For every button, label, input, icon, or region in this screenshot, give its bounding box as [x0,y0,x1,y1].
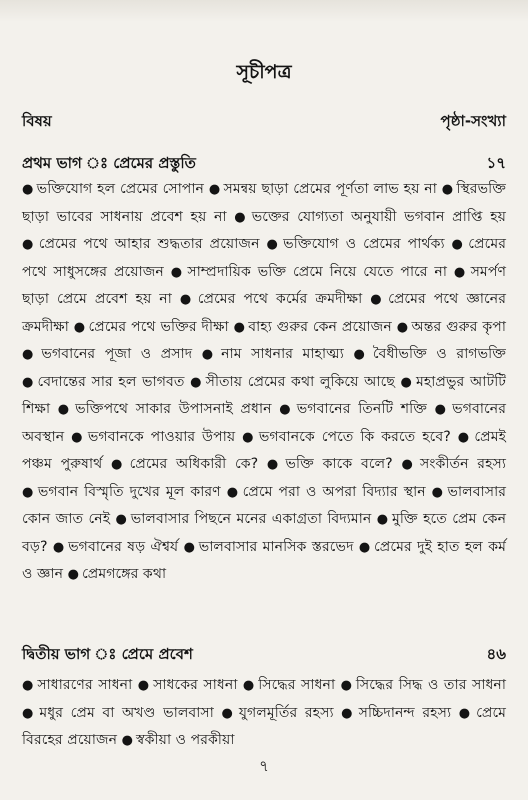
toc-entry [341,705,451,721]
toc-entry [58,401,272,417]
toc-entry [138,677,238,693]
toc-entry-text: যুগলমূর্তির রহস্য [238,704,334,721]
bullet-icon: ● [226,484,240,500]
bullet-icon: ● [22,484,35,500]
section-heading-part-one [22,152,506,177]
bullet-icon: ● [340,678,353,693]
bullet-icon: ● [201,347,219,362]
bullet-icon: ● [221,705,236,721]
toc-entry-text: ভগবানের ষড় ঐশ্বর্য [68,538,179,555]
section-page-number: ১৭ [486,154,506,172]
toc-entry-text: ভক্তিযোগ ও প্রেমের পার্থক্য [283,236,445,252]
toc-entry-text: স্বকীয়া ও পরকীয়া [136,732,235,748]
toc-entry-text: প্রেমের অধিকারী কে? [129,456,259,472]
folio-number: ৭ [259,757,269,775]
toc-entry-text: ভক্তের যোগ্যতা অনুযায়ী ভগবান প্রাপ্তি হয় [251,208,506,225]
toc-entry-text: ভগবানের তিনটি শক্তি [296,401,428,417]
toc-entry-text: সিদ্ধের সাধনা [258,677,336,693]
bullet-icon: ● [179,292,195,307]
bullet-icon: ● [434,402,450,417]
toc-entry-text: সাধারণের সাধনা [37,677,133,693]
page-top-shadow [0,0,528,22]
toc-entry [116,511,372,527]
bullet-icon: ● [52,539,66,555]
bullet-icon: ● [22,374,35,390]
bullet-icon: ● [358,539,372,555]
toc-entry [22,677,132,693]
bullet-icon: ● [22,705,37,721]
toc-entry-text: প্রেমের পথে আহার শুদ্ধতার প্রয়োজন [38,236,260,252]
toc-entry [74,319,229,335]
bullet-icon: ● [170,264,185,280]
bullet-icon: ● [457,429,472,445]
bullet-icon: ● [190,374,203,390]
toc-entry [234,319,392,335]
toc-entry-text: ভক্তিযোগ হল প্রেমের সোপান [36,181,205,197]
bullet-icon: ● [22,678,35,693]
bullet-icon: ● [234,209,249,225]
toc-entry-text: ভগবানকে পেতে কি করতে হবে? [258,428,451,445]
bullet-icon: ● [115,512,128,527]
toc-entry-text: প্রেমে বিরহের প্রয়োজন [22,704,507,748]
toc-entry [71,429,235,445]
toc-entry [267,456,393,472]
toc-entry [202,346,344,362]
bullet-icon: ● [279,402,294,417]
bullet-icon: ● [396,319,409,335]
toc-entry-text: প্রেমের পথে সাধুসঙ্গের প্রয়োজন [22,236,506,280]
section-entries-part-one [22,176,506,589]
toc-entry-text: বেদান্তের সার হল ভাগবত [37,373,185,390]
bullet-icon: ● [431,484,445,500]
toc-entry [353,346,506,362]
bullet-icon: ● [341,705,356,721]
toc-entry-text: ভগবানের অবস্থান [22,401,506,445]
toc-entry-text: ভগবানকে পাওয়ার উপায় [87,428,236,445]
bullet-icon: ● [111,457,127,472]
toc-entry [68,566,167,582]
toc-entry [401,456,506,472]
toc-entry-text: প্রেমগঙ্গের কথা [81,566,167,582]
bullet-icon: ● [121,733,134,748]
toc-entry-text: বাহ্য গুরুর কেন প্রয়োজন [248,318,392,335]
toc-entry-text: সাম্প্রদায়িক ভক্তি প্রেমে নিয়ে যেতে পারে না [187,263,448,280]
toc-entry-text: ভক্তি কাকে বলে? [285,456,393,472]
toc-entry [22,705,214,721]
bullet-icon: ● [400,374,413,390]
toc-entry-text: সমর্পণ ছাড়া প্রেমে প্রবেশ হয় না [22,263,507,307]
bullet-icon: ● [208,182,221,197]
bullet-icon: ● [376,512,389,527]
bullet-icon: ● [458,705,474,721]
toc-entry-text: বৈধীভক্তি ও রাগভক্তি [372,346,507,362]
bullet-icon: ● [57,402,73,417]
bullet-icon: ● [22,347,39,362]
bullet-icon: ● [233,319,246,335]
toc-entry-text: স্থিরভক্তি ছাড়া ভাবের সাধনায় প্রবেশ হয় না [22,181,507,225]
toc-entry [111,456,258,472]
section-title: প্রথম ভাগ ঃ প্রেমের প্রস্তুতি [22,154,196,172]
toc-entry [22,181,204,197]
bullet-icon: ● [71,429,85,445]
toc-entry-text: নাম সাধনার মাহাত্ম্য [221,346,344,362]
toc-entry [266,236,444,252]
toc-entry-text: ভালবাসার কোন জাত নেই [22,483,507,527]
toc-entry [397,319,506,335]
bullet-icon: ● [22,182,34,197]
toc-entry [243,677,335,693]
toc-entry-text: সিদ্ধের সিদ্ধ ও তার সাধনা [355,677,506,693]
bullet-icon: ● [453,264,468,280]
bullet-icon: ● [451,237,466,252]
section-page-number: ৪৬ [486,645,506,663]
toc-entry [184,539,354,555]
toc-entry-text: সংকীর্তন রহস্য [420,456,507,472]
bullet-icon: ● [370,292,386,307]
toc-entry-text: প্রেমের দুই হাত হল কর্ম ও জ্ঞান [22,538,506,582]
toc-entry [53,539,178,555]
bullet-icon: ● [353,347,370,362]
section-title: দ্বিতীয় ভাগ ঃ প্রেমে প্রবেশ [22,645,193,663]
bullet-icon: ● [67,567,79,582]
toc-entry-text: মুক্তি হতে প্রেম কেন বড়? [22,511,507,555]
page-number-column-label: পৃষ্ঠা-সংখ্যা [440,112,506,130]
toc-entry [242,429,451,445]
bullet-icon: ● [266,457,283,472]
bullet-icon: ● [22,237,36,252]
toc-entry [234,209,506,225]
toc-entry-text: মধুর প্রেম বা অখণ্ড ভালবাসা [39,704,214,721]
toc-entry [22,484,221,500]
toc-entry [341,677,506,693]
subject-column-label: বিষয় [22,112,52,130]
section-entries-part-two [22,672,506,755]
toc-entry [22,374,185,390]
toc-entry [171,264,447,280]
toc-entry-text: সচ্চিদানন্দ রহস্য [358,704,452,721]
toc-entry-text: প্রেমের পথে কর্মের ক্রমদীক্ষা [197,291,363,307]
bullet-icon: ● [73,319,86,335]
toc-entry [122,732,235,748]
bullet-icon: ● [183,539,196,555]
toc-entry-text: ভক্তিপথে সাকার উপাসনাই প্রধান [75,401,272,417]
toc-entry-text: সীতায় প্রেমের কথা লুকিয়ে আছে [205,373,395,390]
bullet-icon: ● [242,678,256,693]
toc-entry [180,291,362,307]
page-title: সূচীপত্র [236,61,292,83]
toc-entry [22,236,260,252]
bullet-icon: ● [137,678,151,693]
toc-entry-text: প্রেমই পঞ্চম পুরুষার্থ [22,428,507,472]
toc-entry-text: মহাপ্রভুর আটটি শিক্ষা [22,373,507,417]
section-heading-part-two [22,643,506,668]
toc-entry-text: ভালবাসার পিছনে মনের একাগ্রতা বিদ্যমান [130,511,372,527]
toc-entry-text: প্রেমের পথে ভক্তির দীক্ষা [88,318,229,335]
toc-entry-text: প্রেমে পরা ও অপরা বিদ্যার স্থান [242,483,426,500]
toc-entry [190,374,395,390]
toc-entry-text: সাধকের সাধনা [153,677,238,693]
toc-entry-text: প্রেমের পথে জ্ঞানের ক্রমদীক্ষা [22,291,506,335]
bullet-icon: ● [441,182,454,197]
toc-entry-text: সমন্বয় ছাড়া প্রেমের পূর্ণতা লাভ হয় না [223,181,437,197]
toc-entry-text: অন্তর গুরুর কৃপা [411,318,506,335]
toc-entry [227,484,426,500]
toc-entry-text: ভগবানের পূজা ও প্রসাদ [41,346,193,362]
toc-entry [209,181,437,197]
toc-entry [279,401,427,417]
bullet-icon: ● [242,429,256,445]
bullet-icon: ● [401,457,417,472]
toc-entry-text: ভগবান বিস্মৃতি দুখের মূল কারণ [37,483,221,500]
toc-entry [22,346,192,362]
toc-entry-text: ভালবাসার মানসিক স্তরভেদ [198,538,354,555]
toc-entry [221,705,333,721]
bullet-icon: ● [266,237,281,252]
